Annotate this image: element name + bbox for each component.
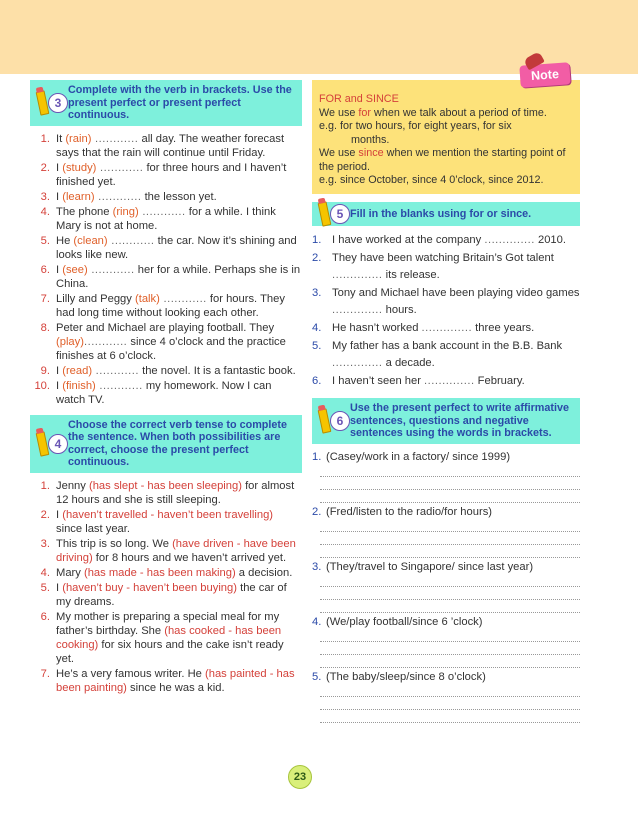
item-text: I [56,364,63,377]
item-number: 5. [40,581,50,594]
item-text: (Casey/work in a factory/ since 1999) [326,450,511,463]
list-item [30,364,302,378]
instruction-text: Choose the correct verb tense to complete the sentence. When both possibilities are correct, choose the present perfect continuous. [68,418,287,468]
list-item [30,508,302,536]
verb-options[interactable]: (has cooked - has been cooking) [56,624,282,651]
item-number: 5. [312,670,322,683]
list-item [312,338,580,372]
item-text: The phone [56,205,113,218]
instruction-text: Fill in the blanks using for or since. [350,207,532,220]
note-text: We use [319,106,359,119]
note-example-for-cont: months. [351,133,390,146]
item-text: all day. The weather forecast says that the rain will continue until Friday. [56,132,285,159]
item-text: the car of my dreams. [56,581,287,608]
exercise-number: 4 [48,434,68,454]
item-number: 3. [40,190,50,203]
verb-options[interactable]: (has slept - has been sleeping) [88,479,242,492]
item-number: 2. [312,252,322,264]
item-number: 10. [34,379,50,392]
item-number: 6. [40,263,50,276]
answer-line[interactable] [320,684,580,697]
answer-blank[interactable]: ............ [87,263,135,276]
item-text: for hours. They had long time without looking each other. [56,292,285,319]
list-item [30,132,302,160]
list-item [30,161,302,189]
answer-blank[interactable]: ............ [107,234,155,247]
item-text: I [56,190,63,203]
item-text: February. [474,375,525,387]
list-item [312,285,580,319]
verb-prompt: (clean) [73,234,108,247]
list-item [312,560,580,613]
list-item [30,379,302,407]
item-text: I haven’t seen her [332,375,425,387]
answer-blank[interactable]: ............ [96,161,144,174]
item-prompt [312,615,580,629]
list-item [312,505,580,558]
verb-prompt: (see) [62,263,88,276]
note-keyword-since: since [358,147,384,159]
item-text: They have been watching Britain’s Got talent [332,252,554,264]
exercise-3-instruction [30,80,302,126]
exercise-3-badge [38,89,72,117]
list-item [30,610,302,666]
item-text: since he was a kid. [126,681,225,694]
answer-blank[interactable]: ............ [91,132,139,145]
item-text: since last year. [56,522,130,535]
answer-blank[interactable]: .............. [484,234,535,246]
answer-blank[interactable]: .............. [332,269,383,281]
item-text: its release. [382,269,440,281]
answer-blank[interactable]: ............ [94,190,142,203]
answer-line[interactable] [320,587,580,600]
item-number: 6. [40,610,50,623]
item-text: since 4 o’clock and the practice finishes at 6 o’clock. [56,335,286,362]
note-example-for: e.g. for two hours, for eight years, for six [319,120,512,132]
exercise-4-list [30,479,302,695]
item-number: 4. [312,615,322,628]
list-item [312,250,580,284]
verb-prompt: (finish) [62,379,96,392]
item-number: 3. [312,560,322,573]
item-prompt [312,670,580,684]
list-item [30,292,302,320]
answer-line[interactable] [320,532,580,545]
exercise-4-badge [38,430,72,458]
exercise-3-list [30,132,302,407]
item-text: He [56,234,74,247]
note-text: when we talk about a period of time. [371,106,547,119]
list-item [30,205,302,233]
note-example-since: e.g. since October, since 4 0’clock, since 2012. [319,174,544,186]
exercise-6-badge [320,407,354,435]
note-text: We use [319,147,359,159]
item-text: He’s a very famous writer. He [56,667,206,680]
list-item [30,537,302,565]
exercise-4-instruction [30,415,302,473]
verb-options[interactable]: (have driven - have been driving) [56,537,296,564]
verb-options[interactable]: (has made - has been making) [83,566,236,579]
verb-prompt: (ring) [112,205,139,218]
item-number: 4. [40,566,50,579]
exercise-number: 5 [330,204,350,224]
answer-line[interactable] [320,629,580,642]
item-text: Jenny [56,479,89,492]
list-item [312,670,580,723]
answer-line[interactable] [320,600,580,613]
exercise-6-list [312,450,580,723]
item-number: 1. [312,450,322,463]
item-number: 3. [40,537,50,550]
item-text: three years. [472,322,535,334]
answer-blank[interactable]: .............. [332,357,383,369]
item-text: He hasn’t worked [332,322,422,334]
item-text: for three hours and I haven’t finished yet. [56,161,287,188]
item-text: for 8 hours and we haven’t arrived yet. [92,551,287,564]
list-item [312,450,580,503]
item-text: for almost 12 hours and she is still sleeping. [56,479,295,506]
item-text: 2010. [534,234,566,246]
item-text: This trip is so long. We [56,537,173,550]
item-text: I [56,581,63,594]
answer-line[interactable] [320,490,580,503]
item-number: 5. [312,340,322,352]
note-keyword-for: for [358,106,372,119]
answer-blank[interactable]: .............. [332,304,383,316]
left-column [30,80,302,696]
item-number: 7. [40,667,50,680]
answer-line[interactable] [320,710,580,723]
item-text: (They/travel to Singapore/ since last year) [326,560,534,573]
item-number: 3. [312,287,322,299]
item-number: 1. [40,132,50,145]
right-column [312,67,580,725]
list-item [30,479,302,507]
list-item [30,321,302,363]
note-tab: Note [519,62,570,87]
answer-blank[interactable]: ............ [138,205,186,218]
item-text: a decision. [235,566,293,579]
exercise-number: 3 [48,93,68,113]
item-prompt [312,505,580,519]
item-text: (The baby/sleep/since 8 o’clock) [326,670,486,683]
list-item [30,581,302,609]
verb-options[interactable]: (haven’t travelled - haven’t been travelling) [62,508,274,521]
item-number: 8. [40,321,50,334]
item-text: Mary [56,566,84,579]
exercise-5-badge [320,200,354,228]
item-prompt [312,450,580,464]
item-number: 4. [312,322,322,334]
list-item [312,320,580,337]
item-text: the novel. It is a fantastic book. [138,364,296,377]
item-text: My father has a bank account in the B.B. Bank [332,340,563,352]
answer-blank[interactable]: .............. [421,322,473,334]
exercise-5-list [312,232,580,390]
item-text: Tony and Michael have been playing video games [332,287,580,299]
item-text: (Fred/listen to the radio/for hours) [326,505,493,518]
item-number: 2. [312,505,322,518]
item-text: for a while. I think Mary is not at home. [56,205,276,232]
item-text: Lilly and Peggy [56,292,135,305]
item-number: 1. [40,479,50,492]
note-box [312,67,580,194]
answer-blank[interactable]: ............ [83,335,128,348]
item-prompt [312,560,580,574]
item-text: hours. [382,304,417,316]
item-number: 6. [312,375,322,387]
note-heading: FOR and SINCE [319,93,399,105]
exercise-6-instruction [312,398,580,444]
answer-blank[interactable]: ............ [95,379,143,392]
answer-blank[interactable]: ............ [159,292,207,305]
list-item [30,234,302,262]
instruction-text: Complete with the verb in brackets. Use the present perfect or present perfect continuous. [68,84,292,121]
item-number: 2. [40,161,50,174]
list-item [30,263,302,291]
answer-line[interactable] [320,464,580,477]
item-number: 9. [40,364,50,377]
verb-options[interactable]: (has painted - has been painting) [56,667,295,694]
verb-prompt: (read) [62,364,93,377]
answer-line[interactable] [320,655,580,668]
item-text: I [56,263,63,276]
answer-blank[interactable]: .............. [424,375,475,387]
item-text: I [56,161,63,174]
note-text: when we mention the starting point of the period. [319,147,566,173]
verb-prompt: (study) [62,161,97,174]
instruction-text: Use the present perfect to write affirmative sentences, questions and negative sentences using the words in brackets. [350,402,570,439]
note-line-for [319,107,572,121]
item-text: my homework. Now I can watch TV. [56,379,272,406]
item-text: Peter and Michael are playing football. They [56,321,275,334]
answer-line[interactable] [320,519,580,532]
item-number: 2. [40,508,50,521]
item-number: 4. [40,205,50,218]
item-text: I [56,508,63,521]
verb-prompt: (talk) [135,292,160,305]
exercise-number: 6 [330,411,350,431]
verb-prompt: (play) [56,335,84,348]
list-item [30,190,302,204]
exercise-5-instruction [312,202,580,227]
page-number: 23 [288,765,312,789]
verb-prompt: (rain) [65,132,92,145]
item-text: a decade. [382,357,435,369]
item-text: I have worked at the company [332,234,485,246]
list-item [312,232,580,249]
answer-blank[interactable]: ............ [92,364,139,377]
item-text: her for a while. Perhaps she is in China. [56,263,301,290]
item-text: (We/play football/since 6 ’clock) [326,615,483,628]
list-item [312,615,580,668]
list-item [30,667,302,695]
item-text: the lesson yet. [141,190,217,203]
item-text: for six hours and the cake isn’t ready yet. [56,638,284,665]
answer-line[interactable] [320,697,580,710]
answer-line[interactable] [320,477,580,490]
answer-line[interactable] [320,545,580,558]
verb-options[interactable]: (haven’t buy - haven’t been buying) [62,581,237,594]
list-item [312,373,580,390]
verb-prompt: (learn) [62,190,95,203]
answer-line[interactable] [320,642,580,655]
item-number: 1. [312,234,322,246]
item-number: 7. [40,292,50,305]
item-text: It [56,132,66,145]
answer-line[interactable] [320,574,580,587]
note-line-since [319,147,572,174]
item-text: the car. Now it’s shining and looks like new. [56,234,297,261]
item-text: My mother is preparing a special meal for my father’s birthday. She [56,610,280,637]
item-number: 5. [40,234,50,247]
item-text: I [56,379,63,392]
list-item [30,566,302,580]
